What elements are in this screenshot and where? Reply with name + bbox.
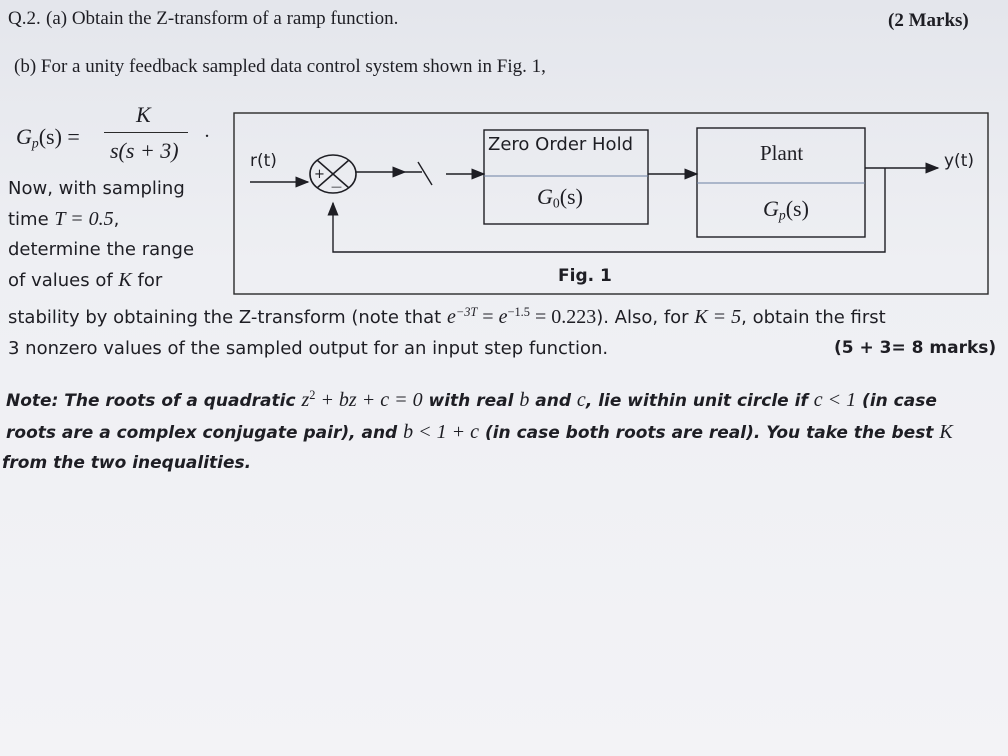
output-label: y(t) <box>944 151 974 171</box>
part-b-marks: (5 + 3= 8 marks) <box>834 338 997 358</box>
note-line1: Note: The roots of a quadratic $z^2$ + bz + c = 0 with real b and c, lie within unit circle if c < 1 (in case <box>6 388 937 411</box>
zoh-transfer-function: $G_0(s)$ <box>537 184 583 211</box>
part-a-text: (a) Obtain the Z-transform of a ramp function. <box>46 8 399 29</box>
figure-caption: Fig. 1 <box>558 266 612 286</box>
part-b-intro: (b) For a unity feedback sampled data control system shown in Fig. 1, <box>14 56 546 77</box>
plant-eq-numerator: K <box>136 102 151 127</box>
input-label: r(t) <box>250 151 277 171</box>
plant-title: Plant <box>760 141 804 165</box>
sum-plus-sign: + <box>314 167 325 182</box>
values-line: 3 nonzero values of the sampled output for an input step function. <box>8 338 609 359</box>
question-number: Q.2. <box>8 8 41 29</box>
plant-eq-trail: . <box>205 120 210 142</box>
side-text-line4: of values of K for <box>8 269 163 291</box>
sampler-switch <box>405 162 432 185</box>
side-text-line1: Now, with sampling <box>8 178 185 199</box>
sum-minus-sign: — <box>331 180 342 193</box>
note-line3: from the two inequalities. <box>2 453 252 473</box>
zoh-title: Zero Order Hold <box>488 134 633 155</box>
plant-transfer-function: $G_p(s)$ <box>763 196 809 223</box>
side-text-line2: time T = 0.5, <box>8 208 120 230</box>
plant-eq-lhs: $G_p(s)$ = <box>16 124 80 151</box>
side-text-line3: determine the range <box>8 239 195 260</box>
stability-line: stability by obtaining the Z-transform (note that $e^{-3T} = e^{-1.5} = 0.223$). Also, for K = 5, obtain the first <box>8 305 886 328</box>
block-diagram <box>0 0 1008 320</box>
note-line2: roots are a complex conjugate pair), and b < 1 + c (in case both roots are real). You take the best K <box>6 421 953 443</box>
part-a-marks: (2 Marks) <box>888 10 969 31</box>
plant-eq-denominator: s(s + 3) <box>110 138 179 163</box>
